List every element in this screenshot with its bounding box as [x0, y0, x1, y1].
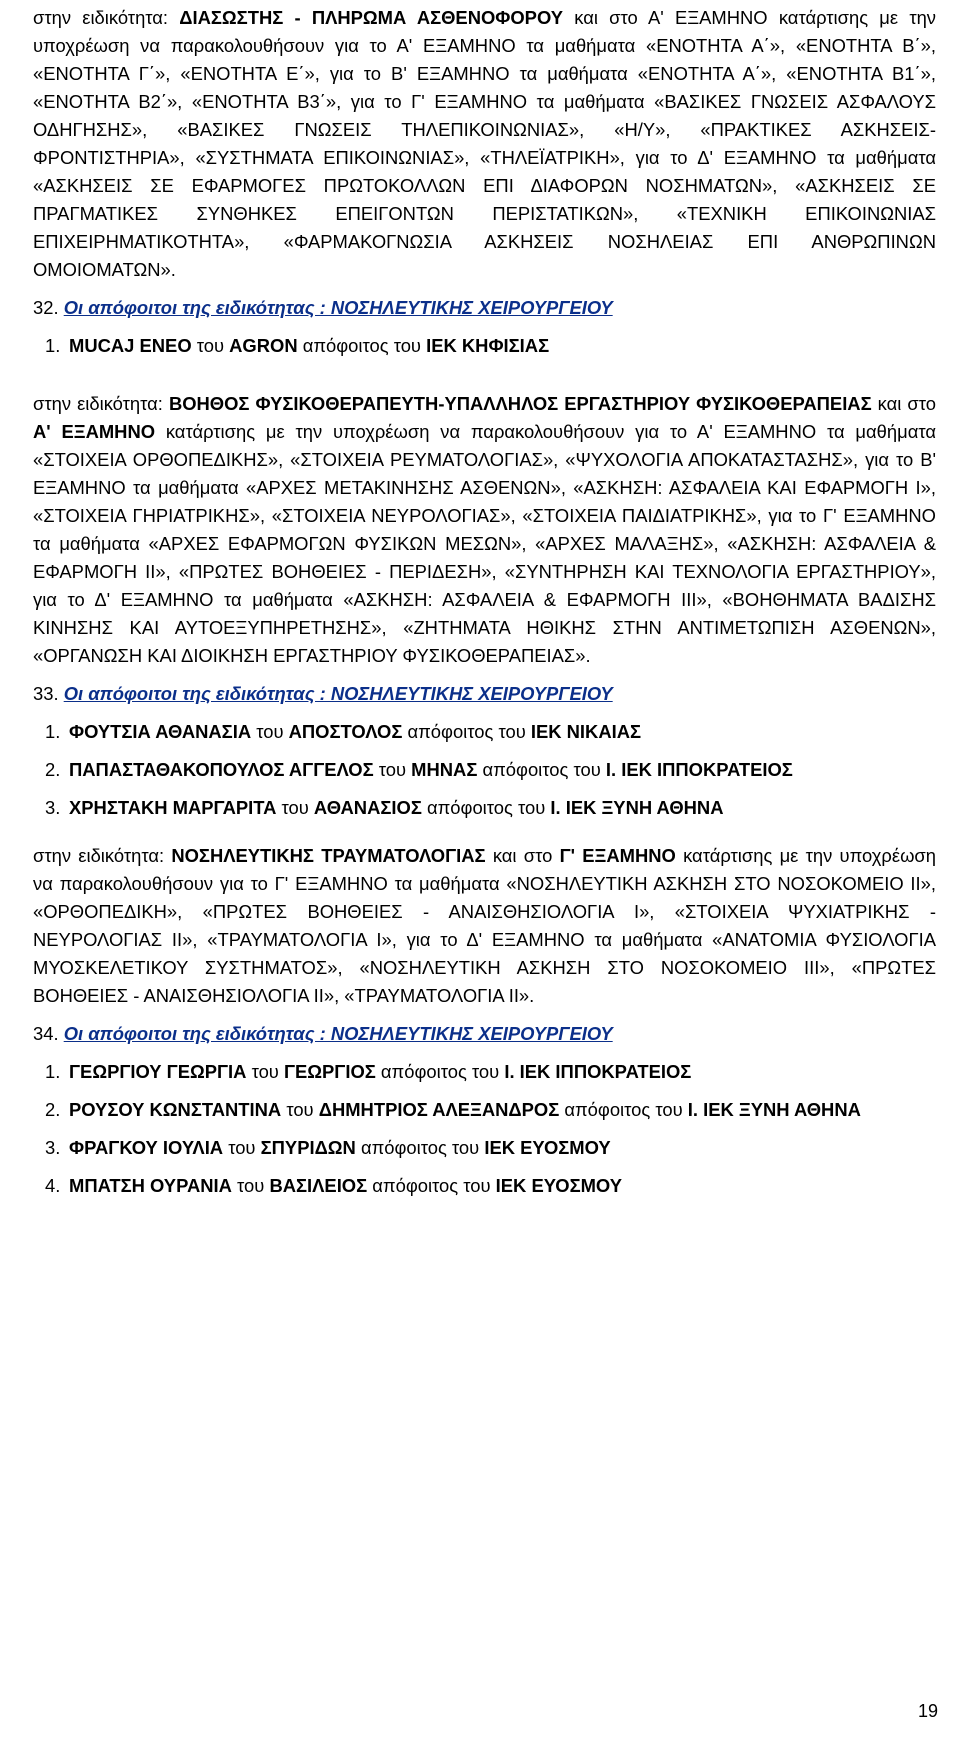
section-number: 34. — [33, 1023, 64, 1044]
text-of: του — [373, 759, 412, 780]
school-name: ΙΕΚ ΝΙΚΑΙΑΣ — [530, 721, 642, 742]
text-of: του — [231, 1175, 270, 1196]
school-name: ΙΕΚ ΕΥΟΣΜΟΥ — [495, 1175, 622, 1196]
section-number: 32. — [33, 297, 64, 318]
graduate-item — [45, 1058, 936, 1086]
graduate-item — [45, 718, 936, 746]
text-of: του — [223, 1137, 261, 1158]
document-body — [33, 4, 936, 1210]
school-name: Ι. ΙΕΚ ΙΠΠΟΚΡΑΤΕΙΟΣ — [605, 759, 793, 780]
paragraph-intro: στην ειδικότητα: — [33, 845, 172, 866]
item-number: 1. — [45, 721, 61, 742]
school-name: ΙΕΚ ΚΗΦΙΣΙΑΣ — [426, 335, 550, 356]
graduate-name: ΜΠΑΤΣΗ ΟΥΡΑΝΙΑ — [69, 1175, 232, 1196]
graduate-name: ΦΟΥΤΣΙΑ ΑΘΑΝΑΣΙΑ — [69, 721, 252, 742]
semester-name: Γ' ΕΞΑΜΗΝΟ — [559, 845, 676, 866]
graduate-name: ΓΕΩΡΓΙΟΥ ΓΕΩΡΓΙΑ — [69, 1061, 247, 1082]
specialty-name: ΒΟΗΘΟΣ ΦΥΣΙΚΟΘΕΡΑΠΕΥΤΗ-ΥΠΑΛΛΗΛΟΣ ΕΡΓΑΣΤΗΡΙΟΥ ΦΥΣΙΚΟΘΕΡΑΠΕΙΑΣ — [168, 393, 872, 414]
section-heading-32 — [33, 294, 936, 322]
graduate-item — [45, 1172, 936, 1200]
school-name: Ι. ΙΕΚ ΞΥΝΗ ΑΘΗΝΑ — [550, 797, 724, 818]
graduate-item — [45, 1134, 936, 1162]
item-number: 1. — [45, 1061, 61, 1082]
paragraph-mid: και στο — [871, 393, 936, 414]
semester-name: Α' ΕΞΑΜΗΝΟ — [33, 421, 156, 442]
page-number: 19 — [917, 1701, 938, 1721]
text-graduate: απόφοιτος του — [421, 797, 551, 818]
specialty-paragraph-3 — [33, 842, 936, 1010]
text-of: του — [246, 1061, 284, 1082]
text-graduate: απόφοιτος του — [477, 759, 606, 780]
school-name: Ι. ΙΕΚ ΙΠΠΟΚΡΑΤΕΙΟΣ — [504, 1061, 692, 1082]
father-name: AGRON — [229, 335, 298, 356]
graduate-name: ΡΟΥΣΟΥ ΚΩΝΣΤΑΝΤΙΝΑ — [69, 1099, 282, 1120]
paragraph-text: κατάρτισης με την υποχρέωση να παρακολουθήσουν για το Α' ΕΞΑΜΗΝΟ τα μαθήματα «ΣΤΟΙΧΕΙΑ ΟΡΘΟΠΕΔΙΚΗΣ», «ΣΤΟΙΧΕΙΑ ΡΕΥΜΑΤΟΛΟΓΙΑΣ», «ΨΥΧΟΛΟΓΙΑ ΑΠΟΚΑΤΑΣΤΑΣΗΣ», για το Β' ΕΞΑΜΗΝΟ τα μαθήματα «ΑΡΧΕΣ ΜΕΤΑΚΙΝΗΣΗΣ ΑΣΘΕΝΩΝ», «ΑΣΚΗΣΗ: ΑΣΦΑΛΕΙΑ ΚΑΙ ΕΦΑΡΜΟΓΗ Ι», «ΣΤΟΙΧΕΙΑ ΓΗΡΙΑΤΡΙΚΗΣ», «ΣΤΟΙΧΕΙΑ ΝΕΥΡΟΛΟΓΙΑΣ», «ΣΤΟΙΧΕΙΑ ΠΑΙΔΙΑΤΡΙΚΗΣ», για το Γ' ΕΞΑΜΗΝΟ τα μαθήματα «ΑΡΧΕΣ ΕΦΑΡΜΟΓΩΝ ΦΥΣΙΚΩΝ ΜΕΣΩΝ», «ΑΡΧΕΣ ΜΑΛΑΞΗΣ», «ΑΣΚΗΣΗ: ΑΣΦΑΛΕΙΑ & ΕΦΑΡΜΟΓΗ ΙΙ», «ΠΡΩΤΕΣ ΒΟΗΘΕΙΕΣ - ΠΕΡΙΔΕΣΗ», «ΣΥΝΤΗΡΗΣΗ ΚΑΙ ΤΕΧΝΟΛΟΓΙΑ ΕΡΓΑΣΤΗΡΙΟΥ», για το Δ' ΕΞΑΜΗΝΟ τα μαθήματα «ΑΣΚΗΣΗ: ΑΣΦΑΛΕΙΑ & ΕΦΑΡΜΟΓΗ ΙΙΙ», «ΒΟΗΘΗΜΑΤΑ ΒΑΔΙΣΗΣ ΚΙΝΗΣΗΣ ΚΑΙ ΑΥΤΟΕΞΥΠΗΡΕΤΗΣΗΣ», «ΖΗΤΗΜΑΤΑ ΗΘΙΚΗΣ ΣΤΗΝ ΑΝΤΙΜΕΤΩΠΙΣΗ ΑΣΘΕΝΩΝ», «ΟΡΓΑΝΩΣΗ ΚΑΙ ΔΙΟΙΚΗΣΗ ΕΡΓΑΣΤΗΡΙΟΥ ΦΥΣΙΚΟΘΕΡΑΠΕΙΑΣ». — [33, 421, 936, 666]
graduate-name: ΠΑΠΑΣΤΑΘΑΚΟΠΟΥΛΟΣ ΑΓΓΕΛΟΣ — [69, 759, 374, 780]
section-number: 33. — [33, 683, 64, 704]
item-number: 3. — [45, 1137, 61, 1158]
father-name: ΓΕΩΡΓΙΟΣ — [283, 1061, 376, 1082]
graduate-item — [45, 794, 936, 822]
father-name: ΣΠΥΡΙΔΩΝ — [260, 1137, 356, 1158]
section-title: Οι απόφοιτοι της ειδικότητας : ΝΟΣΗΛΕΥΤΙΚΗΣ ΧΕΙΡΟΥΡΓΕΙΟΥ — [63, 1023, 613, 1044]
specialty-paragraph-2 — [33, 390, 936, 670]
text-of: του — [191, 335, 230, 356]
paragraph-mid: και στο — [485, 845, 560, 866]
section-title: Οι απόφοιτοι της ειδικότητας : ΝΟΣΗΛΕΥΤΙΚΗΣ ΧΕΙΡΟΥΡΓΕΙΟΥ — [63, 683, 613, 704]
text-graduate: απόφοιτος του — [375, 1061, 505, 1082]
school-name: ΙΕΚ ΕΥΟΣΜΟΥ — [484, 1137, 611, 1158]
specialty-name: ΔΙΑΣΩΣΤΗΣ - ΠΛΗΡΩΜΑ ΑΣΘΕΝΟΦΟΡΟΥ — [179, 7, 564, 28]
text-of: του — [276, 797, 314, 818]
text-graduate: απόφοιτος του — [297, 335, 427, 356]
text-graduate: απόφοιτος του — [355, 1137, 485, 1158]
school-name: Ι. ΙΕΚ ΞΥΝΗ ΑΘΗΝΑ — [687, 1099, 861, 1120]
text-of: του — [281, 1099, 319, 1120]
specialty-name: ΝΟΣΗΛΕΥΤΙΚΗΣ ΤΡΑΥΜΑΤΟΛΟΓΙΑΣ — [171, 845, 486, 866]
section-heading-34 — [33, 1020, 936, 1048]
graduate-item — [45, 332, 936, 360]
section-heading-33 — [33, 680, 936, 708]
item-number: 2. — [45, 759, 61, 780]
father-name: ΔΗΜΗΤΡΙΟΣ ΑΛΕΞΑΝΔΡΟΣ — [318, 1099, 560, 1120]
paragraph-text: και στο Α' ΕΞΑΜΗΝΟ κατάρτισης με την υποχρέωση να παρακολουθήσουν για το Α' ΕΞΑΜΗΝΟ τα μαθήματα «ΕΝΟΤΗΤΑ Α΄», «ΕΝΟΤΗΤΑ Β΄», «ΕΝΟΤΗΤΑ Γ΄», «ΕΝΟΤΗΤΑ Ε΄», για το Β' ΕΞΑΜΗΝΟ τα μαθήματα «ΕΝΟΤΗΤΑ Α΄», «ΕΝΟΤΗΤΑ Β1΄», «ΕΝΟΤΗΤΑ Β2΄», «ΕΝΟΤΗΤΑ Β3΄», για το Γ' ΕΞΑΜΗΝΟ τα μαθήματα «ΒΑΣΙΚΕΣ ΓΝΩΣΕΙΣ ΑΣΦΑΛΟΥΣ ΟΔΗΓΗΣΗΣ», «ΒΑΣΙΚΕΣ ΓΝΩΣΕΙΣ ΤΗΛΕΠΙΚΟΙΝΩΝΙΑΣ», «Η/Υ», «ΠΡΑΚΤΙΚΕΣ ΑΣΚΗΣΕΙΣ- ΦΡΟΝΤΙΣΤΗΡΙΑ», «ΣΥΣΤΗΜΑΤΑ ΕΠΙΚΟΙΝΩΝΙΑΣ», «ΤΗΛΕΪΑΤΡΙΚΗ», για το Δ' ΕΞΑΜΗΝΟ τα μαθήματα «ΑΣΚΗΣΕΙΣ ΣΕ ΕΦΑΡΜΟΓΕΣ ΠΡΩΤΟΚΟΛΛΩΝ ΕΠΙ ΔΙΑΦΟΡΩΝ ΝΟΣΗΜΑΤΩΝ», «ΑΣΚΗΣΕΙΣ ΣΕ ΠΡΑΓΜΑΤΙΚΕΣ ΣΥΝΘΗΚΕΣ ΕΠΕΙΓΟΝΤΩΝ ΠΕΡΙΣΤΑΤΙΚΩΝ», «ΤΕΧΝΙΚΗ ΕΠΙΚΟΙΝΩΝΙΑΣ ΕΠΙΧΕΙΡΗΜΑΤΙΚΟΤΗΤΑ», «ΦΑΡΜΑΚΟΓΝΩΣΙΑ ΑΣΚΗΣΕΙΣ ΝΟΣΗΛΕΙΑΣ ΕΠΙ ΑΝΘΡΩΠΙΝΩΝ ΟΜΟΙΟΜΑΤΩΝ». — [33, 7, 937, 280]
father-name: ΜΗΝΑΣ — [411, 759, 478, 780]
item-number: 1. — [45, 335, 61, 356]
text-graduate: απόφοιτος του — [559, 1099, 688, 1120]
graduate-name: ΧΡΗΣΤΑΚΗ ΜΑΡΓΑΡΙΤΑ — [69, 797, 277, 818]
graduate-name: MUCAJ ENEO — [69, 335, 192, 356]
graduate-item — [45, 756, 936, 784]
section-title: Οι απόφοιτοι της ειδικότητας : ΝΟΣΗΛΕΥΤΙΚΗΣ ΧΕΙΡΟΥΡΓΕΙΟΥ — [63, 297, 613, 318]
item-number: 2. — [45, 1099, 61, 1120]
paragraph-intro: στην ειδικότητα: — [33, 7, 180, 28]
text-graduate: απόφοιτος του — [402, 721, 531, 742]
father-name: ΒΑΣΙΛΕΙΟΣ — [269, 1175, 368, 1196]
specialty-paragraph-1 — [33, 4, 936, 284]
graduate-name: ΦΡΑΓΚΟΥ ΙΟΥΛΙΑ — [69, 1137, 224, 1158]
text-of: του — [251, 721, 289, 742]
paragraph-text: κατάρτισης με την υποχρέωση να παρακολουθήσουν για το Γ' ΕΞΑΜΗΝΟ τα μαθήματα «ΝΟΣΗΛΕΥΤΙΚΗ ΑΣΚΗΣΗ ΣΤΟ ΝΟΣΟΚΟΜΕΙΟ ΙΙ», «ΟΡΘΟΠΕΔΙΚΗ», «ΠΡΩΤΕΣ ΒΟΗΘΕΙΕΣ - ΑΝΑΙΣΘΗΣΙΟΛΟΓΙΑ Ι», «ΣΤΟΙΧΕΙΑ ΨΥΧΙΑΤΡΙΚΗΣ - ΝΕΥΡΟΛΟΓΙΑΣ ΙΙ», «ΤΡΑΥΜΑΤΟΛΟΓΙΑ Ι», για το Δ' ΕΞΑΜΗΝΟ τα μαθήματα «ΑΝΑΤΟΜΙΑ ΦΥΣΙΟΛΟΓΙΑ ΜΥΟΣΚΕΛΕΤΙΚΟΥ ΣΥΣΤΗΜΑΤΟΣ», «ΝΟΣΗΛΕΥΤΙΚΗ ΑΣΚΗΣΗ ΣΤΟ ΝΟΣΟΚΟΜΕΙΟ ΙΙΙ», «ΠΡΩΤΕΣ ΒΟΗΘΕΙΕΣ - ΑΝΑΙΣΘΗΣΙΟΛΟΓΙΑ ΙΙ», «ΤΡΑΥΜΑΤΟΛΟΓΙΑ ΙΙ». — [33, 845, 937, 1006]
paragraph-intro: στην ειδικότητα: — [33, 393, 169, 414]
father-name: ΑΘΑΝΑΣΙΟΣ — [313, 797, 422, 818]
graduate-item — [45, 1096, 936, 1124]
item-number: 4. — [45, 1175, 61, 1196]
item-number: 3. — [45, 797, 61, 818]
text-graduate: απόφοιτος του — [367, 1175, 496, 1196]
father-name: ΑΠΟΣΤΟΛΟΣ — [288, 721, 403, 742]
